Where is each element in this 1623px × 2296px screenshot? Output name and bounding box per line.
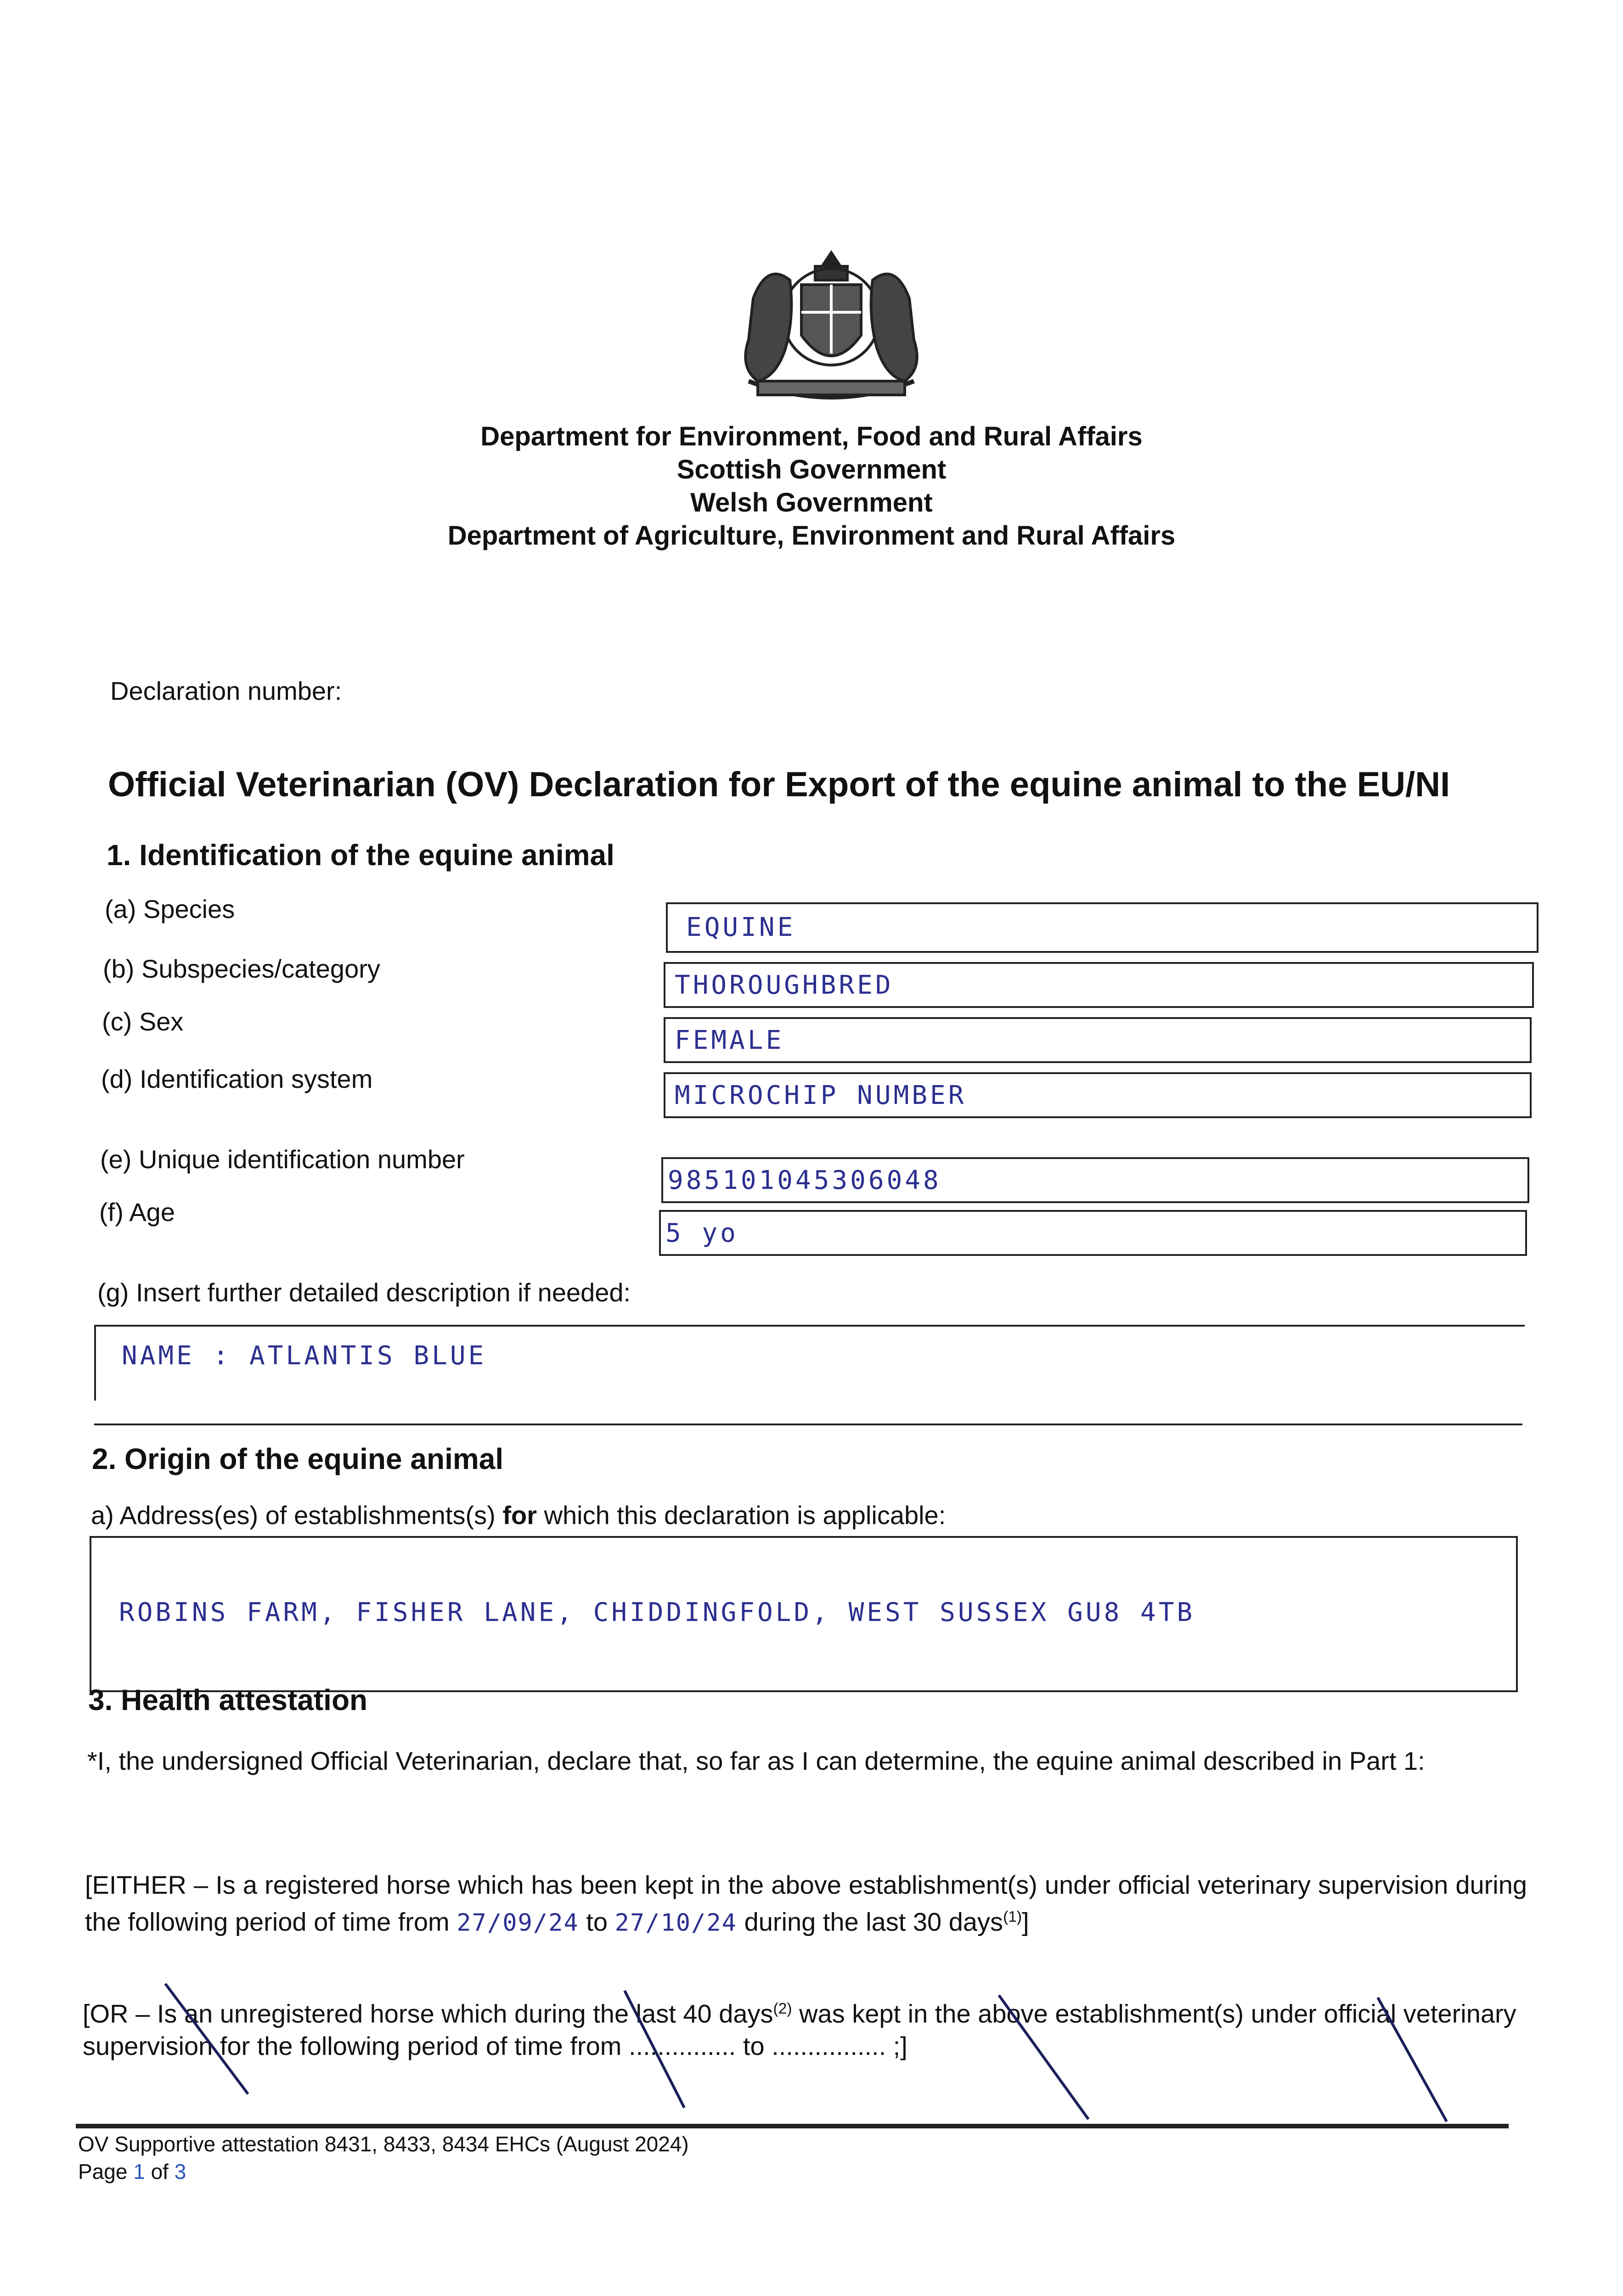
declaration-number-label: Declaration number: (110, 676, 342, 705)
field-label-identification-system: (d) Identification system (101, 1064, 373, 1093)
footnote-ref: (2) (773, 2000, 792, 2017)
either-date-from[interactable]: 27/09/24 (456, 1909, 579, 1937)
either-to: to (586, 1907, 608, 1936)
address-label-for: for (502, 1501, 537, 1530)
address-label-text: which this declaration is applicable: (544, 1501, 946, 1530)
species-value: EQUINE (686, 912, 796, 942)
department-name: Welsh Government (690, 488, 933, 518)
page-total: 3 (174, 2160, 186, 2183)
department-name: Department of Agriculture, Environment and Rural Affairs (447, 521, 1176, 551)
unique-id-value: 985101045306048 (668, 1165, 941, 1195)
page-of: of (151, 2160, 169, 2183)
field-label-sex: (c) Sex (102, 1007, 184, 1036)
either-date-to[interactable]: 27/10/24 (614, 1909, 738, 1937)
page-number (78, 2158, 186, 2185)
field-label-age: (f) Age (99, 1198, 175, 1227)
footer-rule (76, 2124, 1509, 2128)
identification-system-value: MICROCHIP NUMBER (675, 1080, 967, 1110)
field-label-species: (a) Species (105, 895, 235, 923)
page-title: Official Veterinarian (OV) Declaration for Export of the equine animal to the EU/NI (108, 765, 1450, 804)
footnote-ref: (1) (1003, 1908, 1022, 1925)
field-label-subspecies: (b) Subspecies/category (103, 954, 380, 983)
footer-doc-ref: OV Supportive attestation 8431, 8433, 8434 EHCs (August 2024) (78, 2132, 689, 2156)
either-close: ] (1022, 1907, 1029, 1936)
address-value: ROBINS FARM, FISHER LANE, CHIDDINGFOLD, WEST SUSSEX GU8 4TB (119, 1598, 1195, 1627)
either-text: [EITHER – Is a registered horse which has been kept in the above establishment(s) under official veterinary supervision during the following period of time from (85, 1870, 1527, 1936)
sex-value: FEMALE (675, 1025, 784, 1055)
page-word: Page (78, 2160, 128, 2183)
either-text: during the last 30 days (744, 1907, 1003, 1936)
section-heading: 2. Origin of the equine animal (92, 1442, 504, 1475)
subspecies-value: THOROUGHBRED (675, 970, 894, 1000)
page-current: 1 (133, 2160, 145, 2183)
address-label-text: a) Address(es) of establishments(s) (91, 1501, 496, 1530)
field-label-unique-id: (e) Unique identification number (100, 1145, 465, 1174)
department-name: Scottish Government (676, 455, 947, 484)
further-description-value[interactable]: NAME : ATLANTIS BLUE (122, 1341, 487, 1371)
section-heading: 1. Identification of the equine animal (107, 838, 614, 872)
or-text: [OR – Is an unregistered horse which during the last 40 days (83, 1999, 773, 2028)
health-attestation-intro: *I, the undersigned Official Veterinarian, declare that, so far as I can determine, the equine animal described in Part 1: (87, 1746, 1425, 1775)
section-heading: 3. Health attestation (88, 1683, 368, 1716)
department-name: Department for Environment, Food and Rural Affairs (480, 422, 1143, 451)
or-text: was kept in the above establishment(s) under official veterinary supervision for the following period of time from ............... to ................ ;] (83, 1999, 1516, 2060)
age-value: 5 yo (665, 1218, 738, 1248)
further-description-label: (g) Insert further detailed description if needed: (97, 1278, 631, 1307)
